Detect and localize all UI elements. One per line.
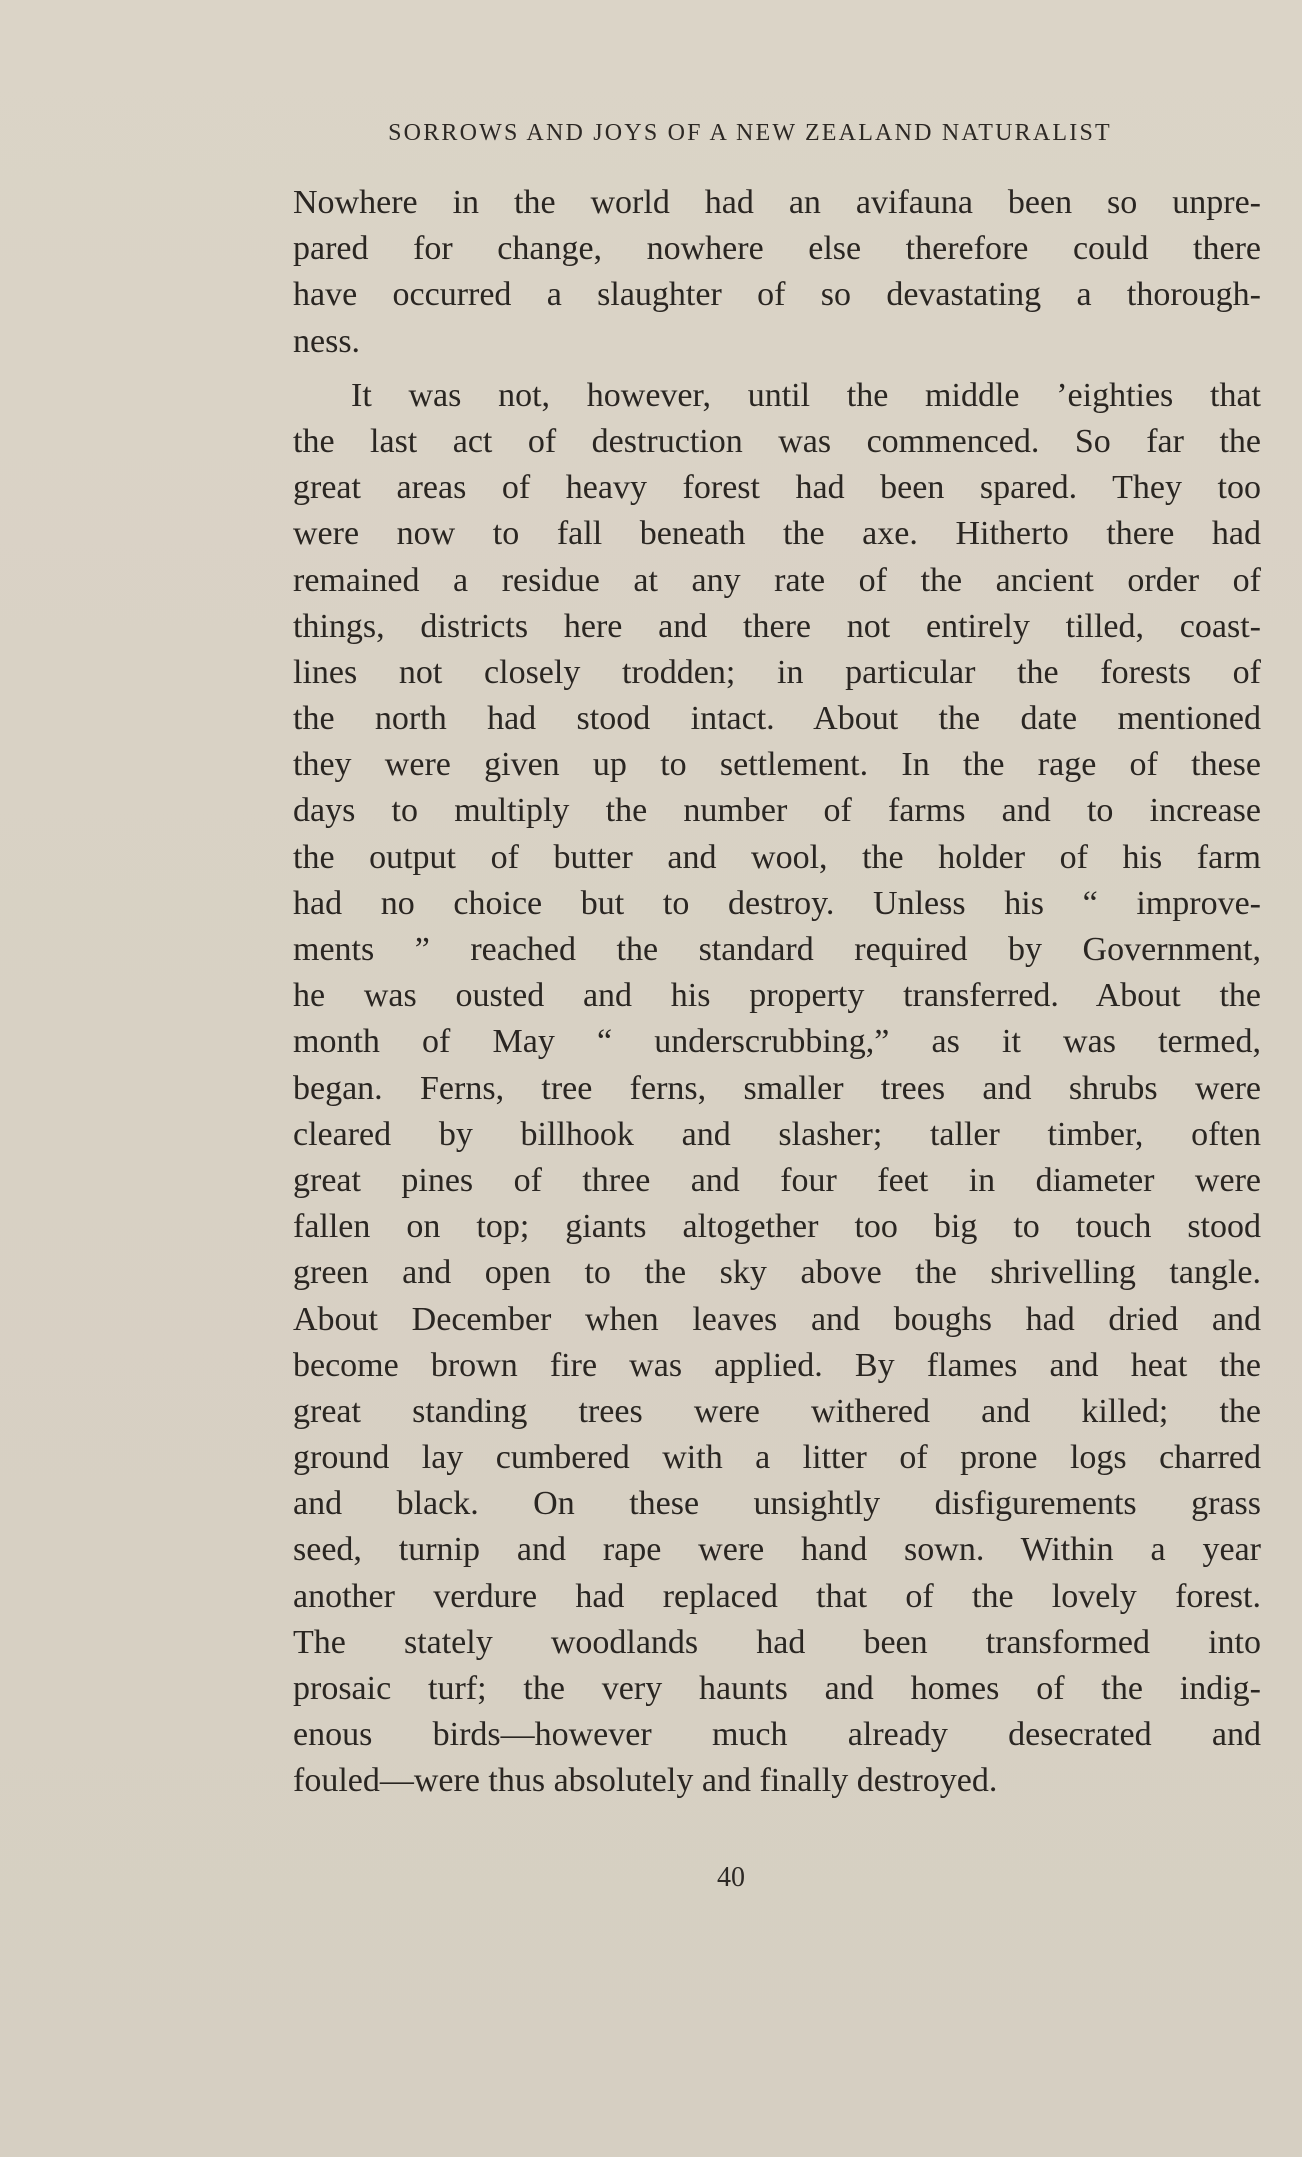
text-line: great pines of three and four feet in diameter were	[293, 1161, 1261, 1199]
text-line: ground lay cumbered with a litter of prone logs charred	[293, 1439, 1261, 1477]
text-line: great areas of heavy forest had been spared. They too	[293, 469, 1261, 507]
text-line: they were given up to settlement. In the rage of these	[293, 746, 1261, 784]
text-line: prosaic turf; the very haunts and homes of the indig-	[293, 1670, 1261, 1707]
text-line: Nowhere in the world had an avifauna been so unpre-	[293, 184, 1261, 221]
text-line: things, districts here and there not entirely tilled, coast-	[293, 607, 1261, 645]
text-line: remained a residue at any rate of the ancient order of	[293, 561, 1261, 599]
text-line: pared for change, nowhere else therefore could there	[293, 230, 1261, 268]
text-line: began. Ferns, tree ferns, smaller trees and shrubs were	[293, 1069, 1261, 1107]
text-line: become brown fire was applied. By flames and heat the	[293, 1346, 1261, 1384]
text-line: he was ousted and his property transferred. About the	[293, 977, 1261, 1015]
text-line: seed, turnip and rape were hand sown. Within a year	[293, 1531, 1261, 1569]
text-line: fouled—were thus absolutely and finally destroyed.	[293, 1762, 998, 1800]
text-line: had no choice but to destroy. Unless his “ improve-	[293, 884, 1261, 922]
text-line: the output of butter and wool, the holder of his farm	[293, 838, 1261, 876]
paragraph-1	[293, 180, 1261, 365]
text-line: ness.	[293, 322, 361, 360]
text-line: the last act of destruction was commenced. So far the	[293, 422, 1261, 460]
text-line: green and open to the sky above the shrivelling tangle.	[293, 1254, 1261, 1292]
text-line: About December when leaves and boughs had dried and	[293, 1300, 1261, 1338]
text-line: have occurred a slaughter of so devastating a thorough-	[293, 276, 1261, 314]
body-text	[293, 180, 1261, 1805]
text-line: great standing trees were withered and killed; the	[293, 1392, 1261, 1430]
running-head: SORROWS AND JOYS OF A NEW ZEALAND NATURALIST	[388, 120, 1112, 146]
text-line: The stately woodlands had been transformed into	[293, 1623, 1261, 1661]
text-line: another verdure had replaced that of the lovely forest.	[293, 1577, 1261, 1615]
page-number: 40	[717, 1862, 745, 1893]
text-line: enous birds—however much already desecrated and	[293, 1716, 1261, 1754]
text-line: It was not, however, until the middle ’eighties that	[351, 376, 1261, 414]
paragraph-2	[293, 373, 1261, 1805]
text-line: and black. On these unsightly disfigurements grass	[293, 1485, 1261, 1523]
text-line: were now to fall beneath the axe. Hitherto there had	[293, 515, 1261, 553]
text-line: days to multiply the number of farms and to increase	[293, 792, 1261, 830]
text-line: lines not closely trodden; in particular the forests of	[293, 653, 1261, 691]
text-line: ments ” reached the standard required by Government,	[293, 931, 1261, 968]
text-line: fallen on top; giants altogether too big to touch stood	[293, 1208, 1261, 1246]
paragraph-gap	[293, 365, 1261, 373]
text-line: cleared by billhook and slasher; taller timber, often	[293, 1115, 1261, 1153]
text-line: the north had stood intact. About the date mentioned	[293, 700, 1261, 738]
text-line: month of May “ underscrubbing,” as it was termed,	[293, 1023, 1261, 1061]
